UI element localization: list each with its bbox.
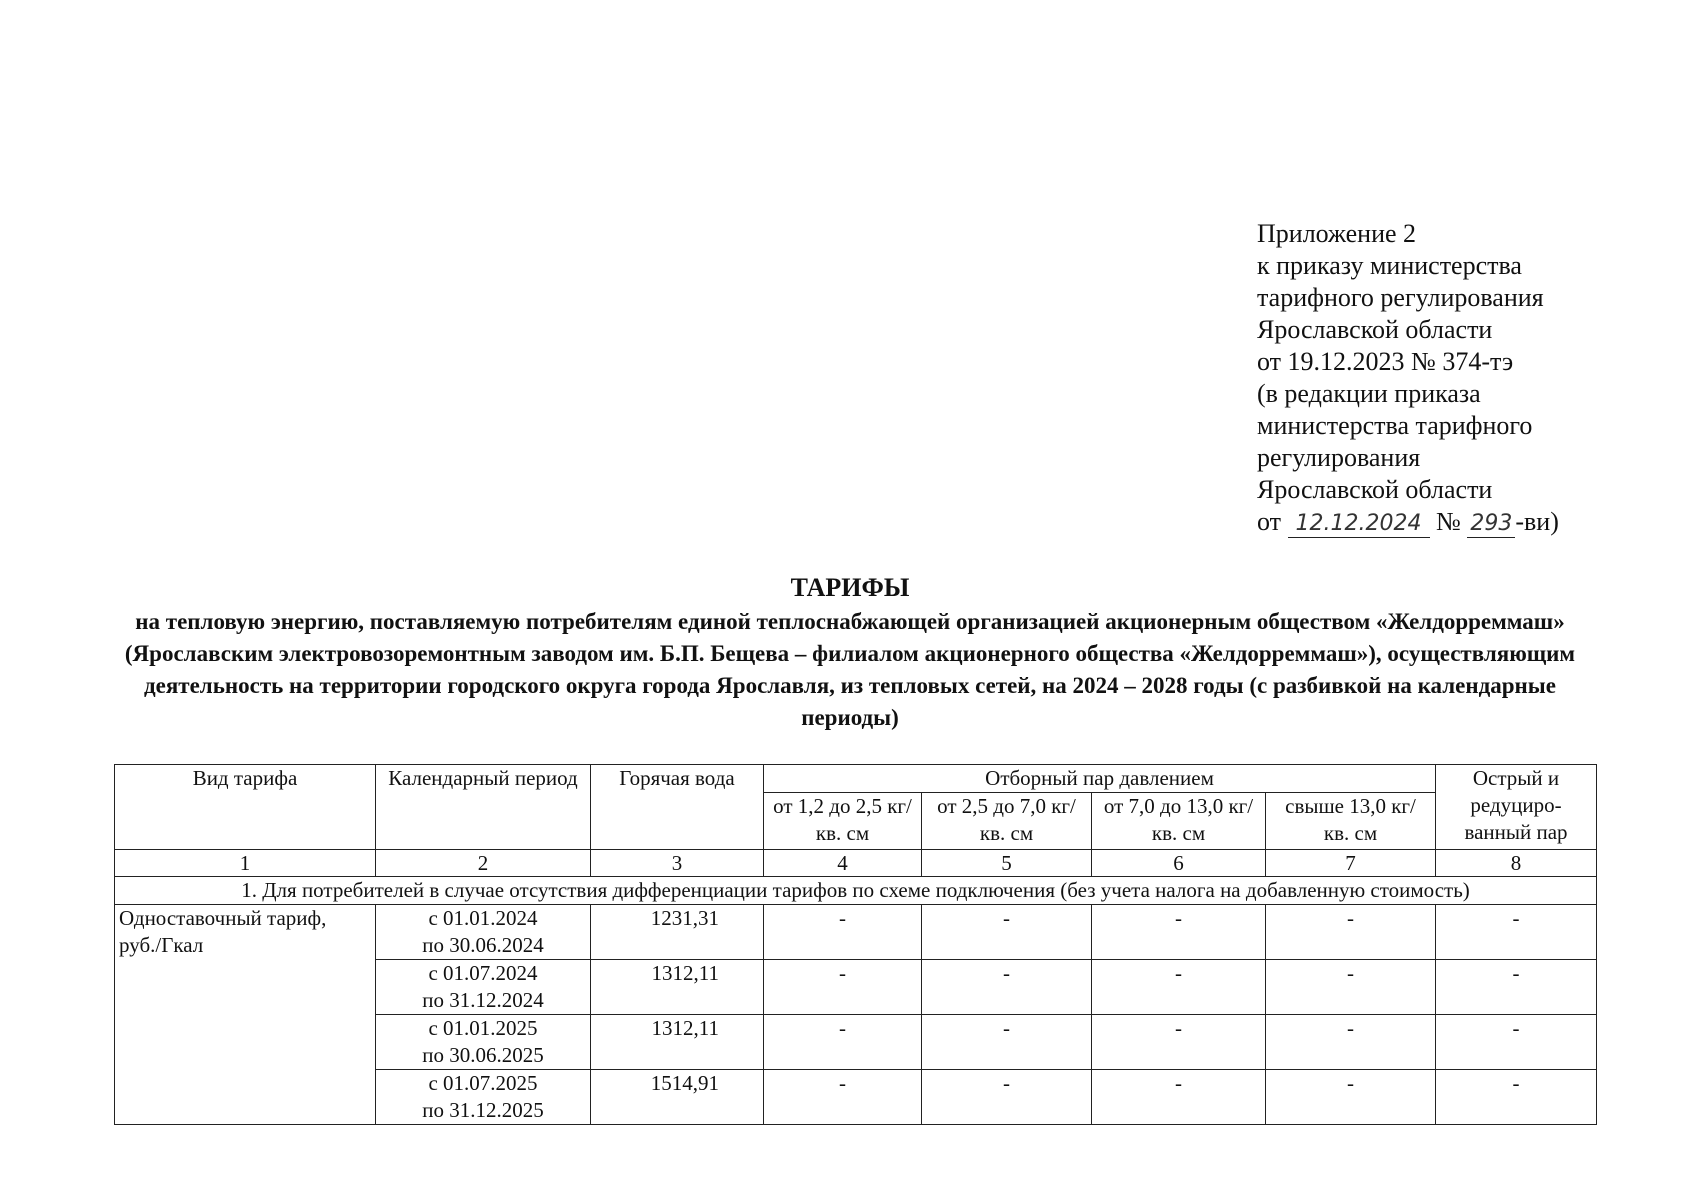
sharp-steam-value: -: [1436, 905, 1597, 960]
column-number: 7: [1266, 850, 1436, 877]
header-hot-water: Горячая вода: [591, 765, 764, 850]
steam-1-value: -: [764, 905, 922, 960]
sharp-steam-value: -: [1436, 1070, 1597, 1125]
period-cell: [376, 1015, 591, 1070]
appendix-line: Ярославской области: [1257, 475, 1493, 504]
hot-water-value: 1312,11: [591, 1015, 764, 1070]
period-from: с 01.01.2024: [428, 906, 538, 930]
steam-4-value: -: [1266, 905, 1436, 960]
period-from: с 01.01.2025: [428, 1016, 538, 1040]
steam-1-value: -: [764, 1070, 922, 1125]
appendix-header: [1257, 218, 1559, 538]
appendix-line: регулирования: [1257, 443, 1421, 472]
period-from: с 01.07.2025: [428, 1071, 538, 1095]
steam-4-value: -: [1266, 960, 1436, 1015]
appendix-line: Ярославской области: [1257, 315, 1493, 344]
number-sign: №: [1436, 507, 1461, 536]
column-number: 2: [376, 850, 591, 877]
handwritten-date: 12.12.2024: [1288, 511, 1430, 538]
steam-4-value: -: [1266, 1015, 1436, 1070]
period-cell: [376, 905, 591, 960]
header-steam-2: от 2,5 до 7,0 кг/ кв. см: [922, 793, 1092, 850]
steam-4-value: -: [1266, 1070, 1436, 1125]
steam-3-value: -: [1092, 1070, 1266, 1125]
steam-1-value: -: [764, 960, 922, 1015]
period-to: по 30.06.2024: [422, 933, 544, 957]
steam-3-value: -: [1092, 905, 1266, 960]
steam-3-value: -: [1092, 960, 1266, 1015]
steam-3-value: -: [1092, 1015, 1266, 1070]
document-title: ТАРИФЫ: [790, 573, 910, 602]
header-period: Календарный период: [376, 765, 591, 850]
sharp-steam-value: -: [1436, 960, 1597, 1015]
column-number: 1: [115, 850, 376, 877]
amendment-suffix: -ви): [1515, 507, 1559, 536]
header-steam-4: свыше 13,0 кг/ кв. см: [1266, 793, 1436, 850]
period-cell: [376, 1070, 591, 1125]
steam-2-value: -: [922, 905, 1092, 960]
tariff-table: [114, 764, 1597, 1125]
period-to: по 30.06.2025: [422, 1043, 544, 1067]
hot-water-value: 1312,11: [591, 960, 764, 1015]
header-sharp-steam: Острый и редуциро-ванный пар: [1436, 765, 1597, 850]
column-number: 3: [591, 850, 764, 877]
appendix-line: Приложение 2: [1257, 219, 1417, 248]
header-kind: Вид тарифа: [115, 765, 376, 850]
header-row: [115, 765, 1597, 793]
appendix-line: министерства тарифного: [1257, 411, 1533, 440]
appendix-line: тарифного регулирования: [1257, 283, 1544, 312]
period-from: с 01.07.2024: [428, 961, 538, 985]
appendix-line: от 19.12.2023 № 374-тэ: [1257, 347, 1514, 376]
column-number: 4: [764, 850, 922, 877]
header-steam-1: от 1,2 до 2,5 кг/ кв. см: [764, 793, 922, 850]
steam-2-value: -: [922, 960, 1092, 1015]
amendment-prefix: от: [1257, 507, 1282, 536]
period-to: по 31.12.2024: [422, 988, 544, 1012]
steam-2-value: -: [922, 1070, 1092, 1125]
column-number: 8: [1436, 850, 1597, 877]
header-steam-3: от 7,0 до 13,0 кг/ кв. см: [1092, 793, 1266, 850]
section-title: 1. Для потребителей в случае отсутствия дифференциации тарифов по схеме подключения (без учета налога на добавленную стоимость): [115, 877, 1597, 905]
appendix-line: к приказу министерства: [1257, 251, 1522, 280]
table-row: [115, 905, 1597, 960]
column-number-row: [115, 850, 1597, 877]
period-to: по 31.12.2025: [422, 1098, 544, 1122]
section-row: [115, 877, 1597, 905]
hot-water-value: 1231,31: [591, 905, 764, 960]
sharp-steam-value: -: [1436, 1015, 1597, 1070]
steam-1-value: -: [764, 1015, 922, 1070]
document-subtitle: на тепловую энергию, поставляемую потребителям единой теплоснабжающей организацией акционерным обществом «Желдорреммаш» (Ярославским электровозоремонтным заводом им. Б.П. Бещева – филиалом акционерного общества «Желдорреммаш»), осуществляющим деятельность на территории городского округа города Ярославля, из тепловых сетей, на 2024 – 2028 годы (с разбивкой на календарные периоды): [124, 609, 1576, 730]
column-number: 5: [922, 850, 1092, 877]
period-cell: [376, 960, 591, 1015]
hot-water-value: 1514,91: [591, 1070, 764, 1125]
appendix-amendment-line: [1257, 506, 1559, 538]
handwritten-number: 293: [1467, 511, 1515, 538]
column-number: 6: [1092, 850, 1266, 877]
tariff-kind: Одноставочный тариф, руб./Гкал: [115, 905, 376, 1125]
steam-2-value: -: [922, 1015, 1092, 1070]
appendix-line: (в редакции приказа: [1257, 379, 1481, 408]
document-title-block: [120, 572, 1580, 734]
header-steam-group: Отборный пар давлением: [764, 765, 1436, 793]
